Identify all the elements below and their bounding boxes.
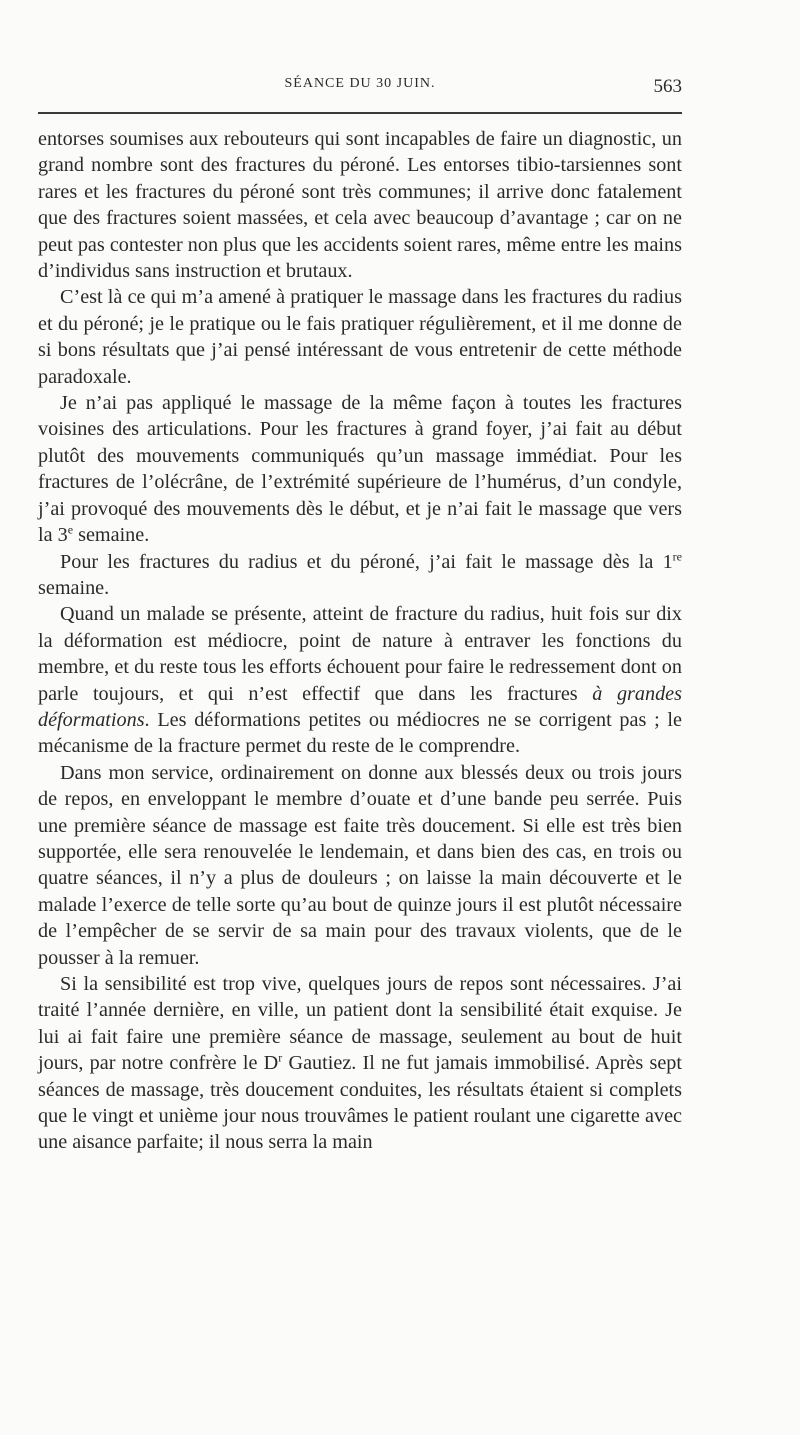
- superscript: r: [278, 1050, 283, 1065]
- header-rule: [38, 112, 682, 114]
- page-header: [38, 72, 682, 104]
- paragraph: [38, 971, 682, 1156]
- paragraph-text: entorses soumises aux rebouteurs qui sont incapables de faire un diagnostic, un grand nombre sont des fractures du péroné. Les entorses tibio-tarsiennes sont rares et les fractures du péroné sont très communes; il arrive donc fatalement que des fractures soient massées, et cela avec beaucoup d’avantage ; car on ne peut pas contester non plus que les accidents soient rares, même entre les mains d’individus sans instruction et brutaux.: [38, 128, 682, 283]
- paragraph: [38, 601, 682, 759]
- page-number: 563: [653, 76, 682, 97]
- italic-phrase: à grandes déformations: [38, 682, 682, 731]
- book-page: [38, 0, 682, 1435]
- paragraph-text: Quand un malade se présente, atteint de fracture du radius, huit fois sur dix la déformation est médiocre, point de nature à entraver les fonctions du membre, et du reste tous les efforts échouent pour faire le redressement dont on parle toujours, et qui n’est effectif que dans les fractures: [38, 603, 682, 705]
- body-text: [38, 126, 682, 1156]
- paragraph-text: C’est là ce qui m’a amené à pratiquer le massage dans les fractures du radius et du péroné; je le pratique ou le fais pratiquer régulièrement, et il me donne de si bons résultats que j’ai pensé intéressant de vous entretenir de cette méthode paradoxale.: [38, 286, 682, 388]
- paragraph: [38, 549, 682, 602]
- paragraph: [38, 126, 682, 284]
- paragraph-text: Si la sensibilité est trop vive, quelques jours de repos sont nécessaires. J’ai traité l’année dernière, en ville, un patient dont la sensibilité était exquise. Je lui ai fait faire une première séance de massage, seulement au bout de huit jours, par notre confrère le D: [38, 973, 682, 1075]
- superscript: e: [67, 522, 74, 537]
- paragraph-text: Dans mon service, ordinairement on donne aux blessés deux ou trois jours de repos, en enveloppant le membre d’ouate et d’une bande peu serrée. Puis une première séance de massage est faite très doucement. Si elle est très bien supportée, elle sera renouvelée le lendemain, et dans bien des cas, en trois ou quatre séances, il n’y a plus de douleurs ; on laisse la main découverte et le malade l’exerce de telle sorte qu’au bout de quinze jours il est plutôt nécessaire de l’empêcher de se servir de sa main pour des travaux violents, que de le pousser à la remuer.: [38, 761, 682, 969]
- paragraph-text: semaine.: [38, 576, 110, 599]
- paragraph-text: Pour les fractures du radius et du péroné, j’ai fait le massage dès la 1: [60, 550, 673, 573]
- paragraph: [38, 390, 682, 548]
- paragraph-text: Je n’ai pas appliqué le massage de la même façon à toutes les fractures voisines des articulations. Pour les fractures à grand foyer, j’ai fait au début plutôt des mouvements communiqués qu’un massage immédiat. Pour les fractures de l’olécrâne, de l’extrémité supérieure de l’humérus, d’un condyle, j’ai provoqué des mouvements dès le début, et je n’ai fait le massage que vers la 3: [38, 392, 682, 547]
- running-title: SÉANCE DU 30 JUIN.: [284, 76, 436, 91]
- paragraph: [38, 284, 682, 390]
- paragraph: [38, 760, 682, 971]
- paragraph-text: semaine.: [73, 524, 150, 547]
- superscript: re: [672, 548, 682, 563]
- paragraph-text: Gautiez. Il ne fut jamais immobilisé. Après sept séances de massage, très doucement conduites, les résultats étaient si complets que le vingt et unième jour nous trouvâmes le patient roulant une cigarette avec une aisance parfaite; il nous serra la main: [38, 1052, 683, 1154]
- paragraph-text: . Les déformations petites ou médiocres ne se corrigent pas ; le mécanisme de la fracture permet du reste de le comprendre.: [38, 708, 682, 758]
